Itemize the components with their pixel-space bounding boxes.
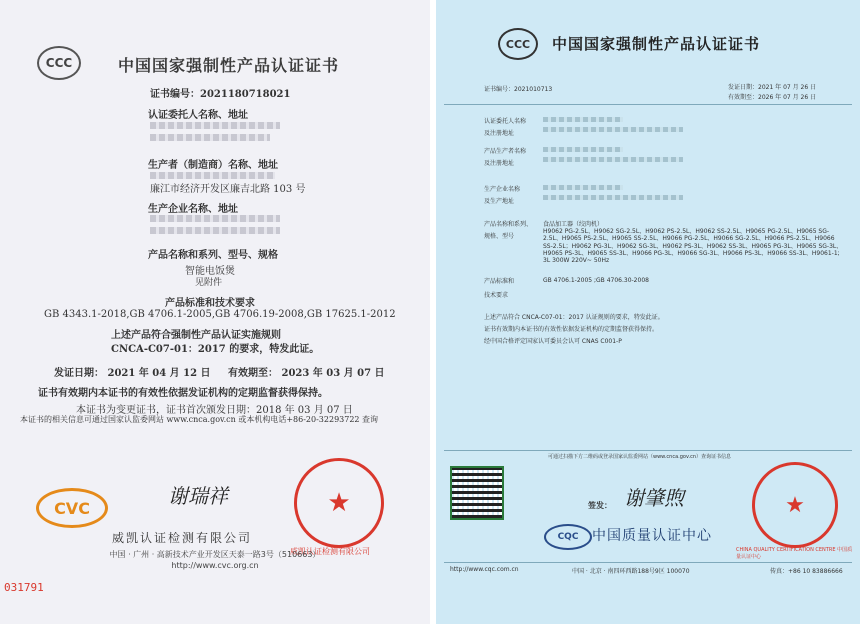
expire-date: 有效期至： 2023 年 03 月 07 日	[228, 368, 385, 379]
org-name: 中国质量认证中心	[592, 528, 712, 544]
ccc-logo-icon: CCC	[498, 28, 538, 60]
expire-date: 有效期至：2026 年 07 月 26 日	[728, 94, 817, 101]
org-website: http://www.cvc.org.cn	[171, 561, 259, 570]
factory-label	[484, 184, 520, 205]
cert-number-value: 2021010713	[514, 86, 553, 93]
cvc-logo-icon: CVC	[36, 488, 108, 528]
sign-label: 签发：	[588, 501, 612, 510]
org-website: http://www.cqc.com.cn	[450, 566, 519, 573]
product-name: 食品加工器（绞肉机）	[543, 221, 604, 228]
cert-number	[150, 85, 290, 100]
serial-number: 031791	[4, 581, 44, 594]
qr-code-icon	[450, 466, 504, 520]
seal-star-icon: ★	[327, 488, 351, 518]
rule-line-2: CNCA-C07-01：2017 的要求，特发此证。	[111, 344, 320, 355]
product-label-line2: 规格、型号	[484, 233, 515, 240]
redacted-manufacturer-name	[150, 172, 275, 179]
certificate-title: 中国国家强制性产品认证证书	[552, 35, 761, 53]
product-label: 产品名称和系列、型号、规格	[148, 250, 278, 261]
rule-line-1: 上述产品符合强制性产品认证实施规则	[111, 330, 281, 341]
note-3: 经中国合格评定国家认可委员会认可 CNAS C001-P	[484, 338, 622, 345]
cert-number-label: 证书编号：	[484, 86, 515, 93]
standard-label-line2: 技术要求	[484, 292, 509, 299]
cert-number-label: 证书编号：	[150, 89, 200, 100]
qr-note: 可通过扫描下方二维码或登录国家认监委网站（www.cnca.gov.cn）查询证书信息	[548, 454, 732, 460]
redacted-applicant-name	[150, 122, 280, 129]
manufacturer-label: 生产者（制造商）名称、地址	[148, 160, 278, 171]
org-fax: 传真：+86 10 83886666	[770, 568, 843, 575]
standard-value: GB 4343.1-2018,GB 4706.1-2005,GB 4706.19-2008,GB 17625.1-2012	[44, 309, 396, 320]
applicant-label-line2: 及注册地址	[484, 130, 515, 137]
cqc-logo-icon: CQC	[544, 524, 592, 550]
redacted-applicant-addr	[150, 134, 270, 141]
product-label	[484, 219, 532, 240]
issue-date: 发证日期：2021 年 07 月 26 日	[728, 84, 817, 91]
product-models: H9062 PG-2.5L、H9062 SG-2.5L、H9062 PS-2.5L、H9062 SS-2.5L、H9065 PG-2.5L、H9065 SG-2.5L、H9065 PS-2.5L、H9065 SS-2.5L、H9066 PG-2.5L、H9066 SG-2.5L、H9066 PS-2.5L、H9066 SS-2.5L；H9062 PG-3L、H9062 SG-3L、H9062 PS-3L、H9062 SS-3L、H9065 PG-3L、H9065 SG-3L、H9065 PS-3L、H9065 SS-3L、H9066 PG-3L、H9066 SG-3L、H9066 PS-3L、H9066 SS-3L、H9061-1; 3L 300W 220V~ 50Hz	[543, 228, 843, 265]
ccc-logo-icon: CCC	[37, 46, 81, 80]
product-label-line1: 产品名称和系列、	[484, 221, 533, 228]
divider	[444, 562, 852, 563]
change-note: 本证书为变更证书，证书首次颁发日期：2018 年 03 月 07 日	[76, 405, 353, 416]
redacted-factory-name	[150, 215, 280, 222]
redacted-applicant-addr	[543, 127, 683, 132]
issue-date: 发证日期： 2021 年 04 月 12 日	[54, 368, 211, 379]
org-address: 中国 · 北京 · 南四环西路188号9区 100070	[572, 568, 690, 575]
applicant-label-line1: 认证委托人名称	[484, 118, 527, 125]
standard-label: 产品标准和技术要求	[165, 298, 255, 309]
standard-value: GB 4706.1-2005 ;GB 4706.30-2008	[543, 277, 649, 284]
official-seal-icon	[294, 458, 384, 548]
certificate-title: 中国国家强制性产品认证证书	[118, 56, 340, 75]
redacted-factory-name	[543, 185, 623, 190]
redacted-manufacturer-addr	[543, 157, 683, 162]
official-seal-icon	[752, 462, 838, 548]
applicant-label	[484, 116, 526, 137]
cert-number	[484, 84, 552, 93]
signature: 谢肇煦	[624, 486, 684, 510]
org-address: 中国 · 广州 · 高新技术产业开发区天泰一路3号（510663）	[109, 550, 321, 559]
manufacturer-label-line1: 产品生产者名称	[484, 148, 527, 155]
product-name: 智能电饭煲	[185, 266, 235, 277]
manufacturer-label-line2: 及注册地址	[484, 160, 515, 167]
query-note: 本证书的相关信息可通过国家认监委网站 www.cnca.gov.cn 或本机构电话+86-20-32293722 查询	[20, 415, 379, 424]
manufacturer-label	[484, 146, 526, 167]
factory-label: 生产企业名称、地址	[148, 204, 238, 215]
seal-text: 威凯认证检测有限公司	[290, 547, 370, 556]
certificate-cqc	[436, 0, 860, 624]
cert-number-value: 2021180718021	[200, 89, 291, 100]
divider	[444, 104, 852, 105]
note-1: 上述产品符合 CNCA-C07-01：2017 认证规则的要求，特发此证。	[484, 314, 664, 321]
redacted-applicant-name	[543, 117, 623, 122]
standard-label-line1: 产品标准和	[484, 278, 515, 285]
seal-star-icon: ★	[785, 492, 805, 518]
validity-note: 证书有效期内本证书的有效性依据发证机构的定期监督获得保持。	[38, 388, 328, 399]
redacted-factory-addr	[543, 195, 683, 200]
seal-text: CHINA QUALITY CERTIFICATION CENTRE 中国质量认证中心	[736, 547, 853, 560]
divider	[444, 450, 852, 451]
signature: 谢瑞祥	[168, 484, 228, 508]
org-name: 威凯认证检测有限公司	[112, 531, 253, 545]
applicant-label: 认证委托人名称、地址	[148, 110, 248, 121]
factory-label-line2: 及生产地址	[484, 198, 515, 205]
redacted-manufacturer-name	[543, 147, 623, 152]
manufacturer-addr: 廉江市经济开发区廉吉北路 103 号	[150, 184, 306, 195]
redacted-factory-addr	[150, 227, 280, 234]
note-2: 证书有效期内本证书的有效性依据发证机构的定期监督获得保持。	[484, 326, 659, 333]
factory-label-line1: 生产企业名称	[484, 186, 521, 193]
standard-label	[484, 276, 514, 299]
product-note: 见附件	[195, 278, 223, 288]
